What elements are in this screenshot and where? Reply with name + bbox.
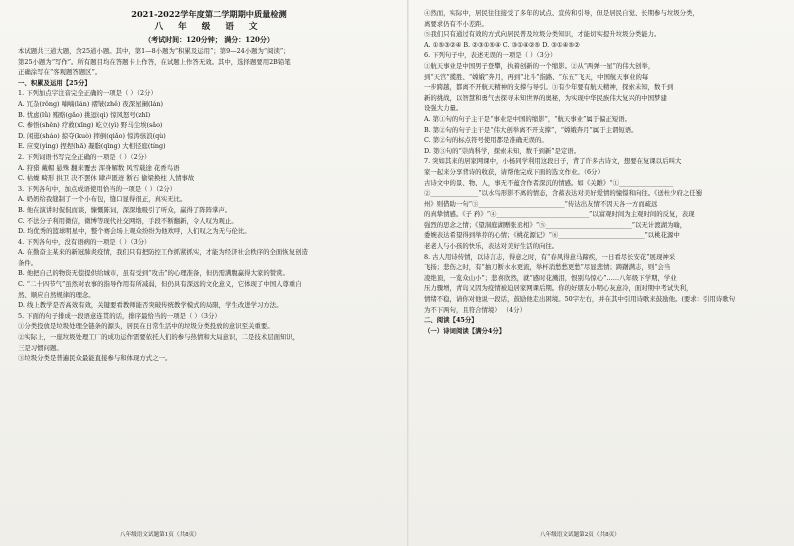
fill-in-line: ②_______________”以水鸟形影不离的情态，含蓄表达对美好爱情的憧憬和向往。《送杜少府之任蜀 <box>424 189 703 198</box>
text-line: 情绪不稳，请你对他说一段话，鼓励他走出困境。50字左右，并在其中引用诗歌来鼓励他。(要求：引用诗歌句 <box>424 295 735 304</box>
question-stem: 2. 下列词语书写完全正确的一项是（ ）（2分） <box>18 152 151 161</box>
option-line: B. 忧虑(lǜ) 贿赂(gǎo) 挑逗(qì) 惊风怒号(zhī) <box>18 110 151 119</box>
page-fold <box>407 0 409 546</box>
text-line: ③垃圾分类是普遍民众最能直接参与和体现方式之一。 <box>18 354 172 363</box>
option-line: D. 线上教学是否高效有效，关键要看教师能否突破传统教学模式的局限，学生改进学习方法。 <box>18 301 283 310</box>
option-line: A. 第①句的句子主干是“事业是中国的缩影”，“航天事业”属于偏正短语。 <box>424 114 632 123</box>
text-line: 老老人与小孩的快乐，表达对美好生活的向往。 <box>424 242 559 251</box>
text-line: 正确涂写在“客观题答题区”。 <box>18 68 102 77</box>
question-stem: 4. 下列各句中，没有语病的一项是（ ）（3分） <box>18 237 151 246</box>
text-line: 第25小题为“写作”。所有题目均在答题卡上作答，在试题上作答无效。其中，选择题要用2B铅笔 <box>18 57 291 66</box>
option-line: E. 应变(yìng) 捏捏(hā) 凝脂(qīng) 大相径庭(tíng) <box>18 142 166 151</box>
option-line: C. 枯燥 畸形 拱卫 决不罢休 肆声匿迹 断石 偷梁换柱 人情事故 <box>18 174 195 183</box>
option-line: 然、顺应自然规律的理念。 <box>18 290 95 299</box>
passage-line: 设强大力量。 <box>424 104 463 113</box>
fill-in-line: 的真挚情感。《子 矜》“④_____________________________”以富观时间为主观时间的反复，表现 <box>424 210 695 219</box>
section-heading: 二、阅读【45分】 <box>424 316 478 325</box>
fill-in-line: 古诗文中的景、物、人，事无不蕴含作者深沉的情感。如《关雎》“①_________________ <box>424 178 674 187</box>
question-stem: 3. 下列各句中，加点成语使用恰当的一项是（ ）（2分） <box>18 184 177 193</box>
text-line: ①分类投放是垃圾处理全链条的源头，居民在日常生活中的垃圾分类投放的意识至关重要。 <box>18 322 274 331</box>
passage-line: ①航天事业是中国男子登攀，执着创新的一个缩影。②从“两弹一星”的伟大创举， <box>424 61 655 70</box>
text-line: 为不下两句，且符合情境） （4分） <box>424 305 526 314</box>
question-stem: 6. 下列句子中，表述无误的一项是（ ）（3分） <box>424 51 557 60</box>
right-page-footer: 八年级语文试题第2页（共8页） <box>540 532 620 538</box>
option-line: D. 第③句的“崇尚科学，探索未知，数千到新”是定语。 <box>424 146 581 155</box>
text-line: 本试题共三道大题，含25道小题。其中，第1—8小题为“积累及运用”；第9—24小题为“阅读”； <box>18 47 290 55</box>
passage-line: 到“天宫”揽胜、“嫦娥”奔月，再到“北斗”指路、“东五”飞天，中国航天事业的每 <box>424 72 649 81</box>
option-line: A. 在勤奋主某来的新冠肺炎疫情，我们只有把防控工作抓紧抓实，才能为经济社会秩序的全面恢复创造 <box>18 248 308 257</box>
option-line: D. 均优秀的篮球明星中，整个赛会场上观众纷纷为他欢呼，人们叹之为无与伦比。 <box>18 227 251 236</box>
text-line: ⑤我们只有通过有效的方式向居民普及垃圾分类知识，才能切实提升垃圾分类能力。 <box>424 30 661 39</box>
passage-line: 一步跨越，都离不开航天精神的支撑与导引。③有少年要有航天精神，探索未知，数千到 <box>424 83 674 92</box>
question-stem: 5. 下面的句子排成一段语意连贯的话，排序最恰当的一项是（ ）（3分） <box>18 311 221 320</box>
question-stem: 8. 古人用诗传情，以诗言志，得意之时，有“春风得意马蹄疾，一日看尽长安花”展现神采 <box>424 252 676 261</box>
option-line: C. 不法分子利用微信，微博等现代社交网络，手段不断翻新，令人叹为观止。 <box>18 216 238 225</box>
exam-subject: 八 年 级 语 文 <box>154 22 264 32</box>
exam-title: 2021-2022学年度第二学期期中质量检测 <box>131 9 287 19</box>
text-line: ④然而，实际中，居民往往接受了多年的试点、宣传和引导，但是居民自觉、长期参与垃圾分类， <box>424 9 699 17</box>
left-page <box>18 8 400 364</box>
option-line: B. 他把自己的物资无偿提供给城市，虽有受到“攻击”的心理准备，但仍需满腹赢得大家的赞赏。 <box>18 269 289 278</box>
subsection-heading: （一）诗词阅读【满分4分】 <box>424 326 506 335</box>
text-line: 凌绝顶，一览众山小”；悲喜欣然，就“感时花溅泪，恨别鸟惊心”……八年级下学期，学业 <box>424 273 677 282</box>
fill-in-line: 强烈的思念之情；《望洞庭湖赠张丞相》“⑤___________________________”以无计渡湖为喻， <box>424 220 687 229</box>
text-line: 离要求仍有不小差距。 <box>424 19 488 28</box>
option-line: C. 第②句的标点符号使用都是准确无误的。 <box>424 136 548 145</box>
option-line: D. 闲逛(sháo) 掠夺(kuò) 摔倒(qiǎo) 惊涛骇浪(qù) <box>18 131 166 140</box>
fill-in-line: 州》则借助一句“③___________________________”传达出友情不因天各一方而疏远 <box>424 199 658 208</box>
option-line: 条件。 <box>18 258 38 267</box>
option-line: A. 奶奶给我缝制了一个小布包，缝口显得很正，真实无比。 <box>18 195 187 204</box>
left-page-footer: 八年级语文试题第1页（共8页） <box>120 532 200 538</box>
option-line: A. 狩猎 戴帽 悬殊 翻来覆去 浑身解数 风雪载途 花香鸟语 <box>18 163 180 172</box>
option-line: C. “二十四节气”虽然对农事的指导作用有所减弱，但仍具有深远的文化意义，它体现了中国人尊重自 <box>18 280 302 289</box>
passage-line: 新的挑战，以智慧和勇气去探寻未知世界的奥秘，为实现中华民族伟大复兴的中国梦建 <box>424 93 667 102</box>
question-stem: 1. 下列加点字注音完全正确的一项是（ ）（2分） <box>18 89 157 98</box>
option-line: A. ①⑤③②④ B. ②③①⑤④ C. ③①④②⑤ D. ③①④⑤② <box>424 40 580 49</box>
text-line: 三是习惯问题。 <box>18 343 63 352</box>
text-line: 家一起来分享背诗的收获，请帮他完成下面的选文作业。（6分） <box>424 167 604 176</box>
question-stem: 7. 突如其来的居家网课中，小杨同学利用这段日子，背了许多古诗文，想要在复课以后叫大 <box>424 157 682 166</box>
right-page <box>424 8 780 336</box>
text-line: 压力骤增，青岛又因为疫情被迫居家网课后期。你的好朋友小明心灰意冷，面对期中考试失利， <box>424 284 693 293</box>
exam-meta: （考试时间：120分钟； 满分：120分） <box>144 35 274 44</box>
text-line: ②实际上，一座垃圾处理工厂的成功运作需要依托人们的参与热情和大局意识，二是技术层面知识， <box>18 333 300 342</box>
option-line: B. 他在演讲时侃侃而谈，慷慨陈词，深深地吸引了听众，赢得了阵阵掌声。 <box>18 205 232 214</box>
section-heading: 一、积累及运用【25分】 <box>18 78 91 87</box>
option-line: C. 参悟(shěn) 疗救(xīng) 屹立(yì) 野马尘埃(sǎo) <box>18 121 163 130</box>
option-line: A. 冗杂(rǒng) 喃喃(lán) 褶皱(zhě) 夜深星阑(lán) <box>18 99 163 108</box>
text-line: 飞扬；悲伤之时，有“抽刀断水水更流，举杯消愁愁更愁”尽显悲情；踌躇满志，则“会当 <box>424 263 671 272</box>
option-line: B. 第②句的句子主干是“伟大创举离不开支撑”，“嫦娥奔月”属于主谓短语。 <box>424 125 638 134</box>
fill-in-line: 委婉表达希望得到举荐的心情；《桃花源记》“⑥___________________________”以桃花源中 <box>424 231 680 240</box>
